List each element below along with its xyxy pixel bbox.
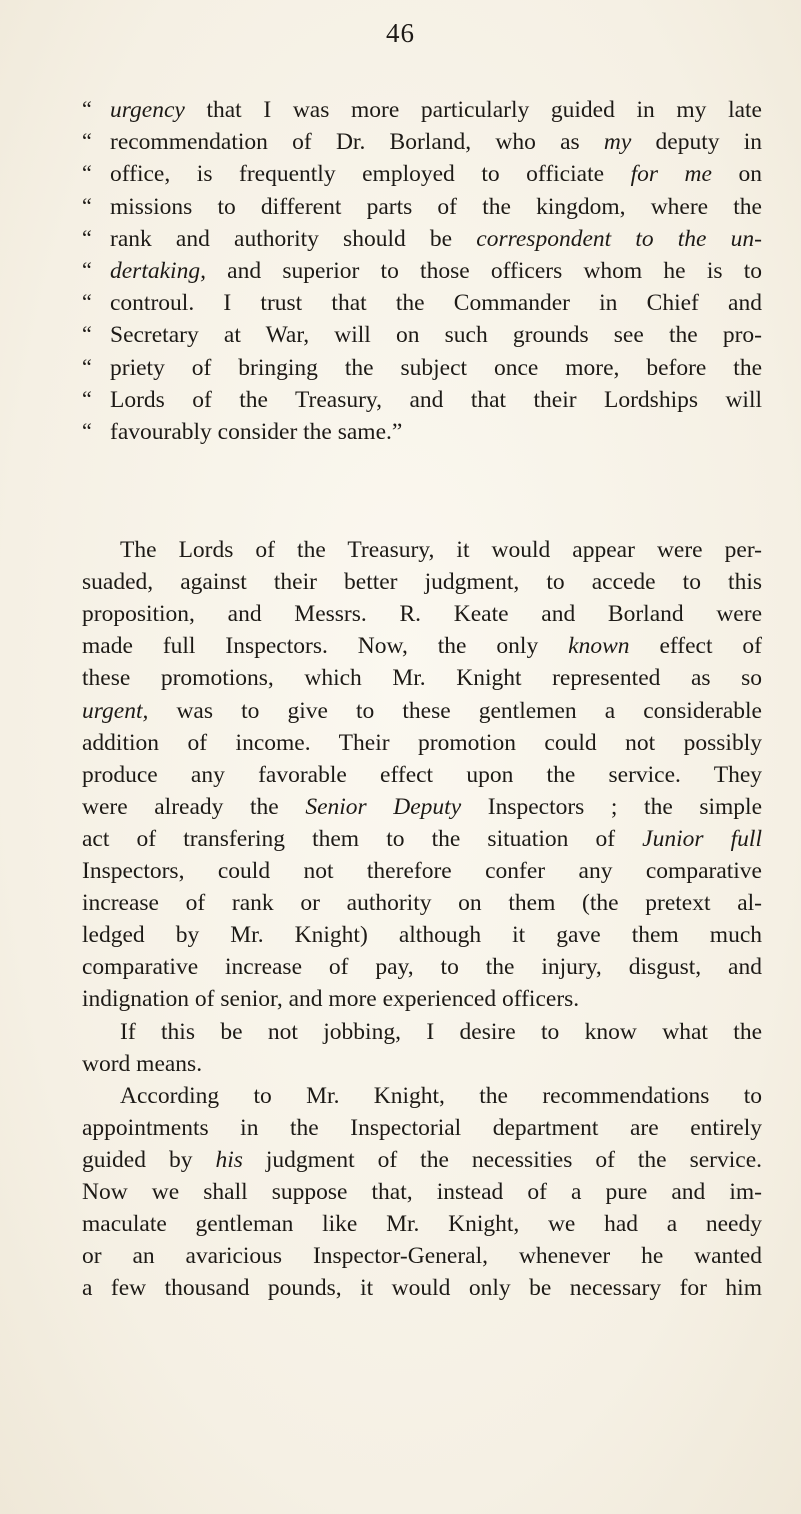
text-line: [82, 727, 762, 759]
text-line: [110, 191, 762, 223]
text-line: [110, 94, 762, 126]
text-run: ledged by Mr. Knight) although it gave them much: [82, 922, 762, 949]
italic-text: my: [603, 129, 632, 156]
italic-text: urgent,: [82, 697, 149, 724]
text-line: [82, 791, 762, 823]
text-line: [110, 416, 762, 448]
quotation-mark: “: [82, 385, 92, 411]
text-line: [82, 855, 762, 887]
text-run: If this be not jobbing, I desire to know what the: [120, 1018, 762, 1045]
text-run: judgment of the necessities of the service.: [242, 1146, 763, 1173]
text-line: [82, 630, 762, 662]
text-run: Lords of the Treasury, and that their Lordships will: [110, 386, 762, 413]
text-line: [120, 1080, 762, 1112]
text-run: comparative increase of pay, to the injury, disgust, and: [82, 954, 762, 981]
text-line: [82, 1048, 762, 1080]
text-run: increase of rank or authority on them (the pretext al-: [82, 890, 762, 917]
text-run: appointments in the Inspectorial department are entirely: [82, 1114, 762, 1141]
page-number: 46: [386, 18, 415, 48]
text-line: [82, 983, 762, 1015]
text-line: [110, 384, 762, 416]
text-run: guided by: [82, 1146, 216, 1173]
text-run: a few thousand pounds, it would only be necessary for him: [82, 1275, 762, 1302]
quotation-mark: “: [82, 321, 92, 347]
text-line: [82, 598, 762, 630]
text-run: Secretary at War, will on such grounds see the pro-: [110, 322, 762, 349]
text-line: [82, 951, 762, 983]
italic-text: urgency: [110, 97, 185, 123]
text-line: [82, 662, 762, 694]
text-line: [110, 255, 762, 287]
quotation-mark: “: [82, 224, 92, 250]
text-run: word means.: [82, 1050, 203, 1077]
italic-text: Senior Deputy: [305, 793, 462, 820]
text-line: [82, 1176, 762, 1208]
quotation-mark: “: [82, 289, 92, 315]
quotation-mark: “: [82, 257, 92, 282]
text-run: Now we shall suppose that, instead of a pure and im-: [82, 1179, 762, 1205]
text-run: Inspectors, could not therefore confer any comparative: [82, 858, 762, 884]
italic-text: his: [215, 1146, 243, 1173]
text-run: favourably consider the same.”: [110, 419, 403, 445]
text-run: rank and authority should be: [110, 225, 477, 252]
text-line: [82, 1208, 762, 1240]
text-line: [82, 887, 762, 919]
text-line: [110, 158, 762, 190]
text-line: [82, 1144, 762, 1176]
text-run: or an avaricious Inspector-General, whenever he wanted: [82, 1243, 762, 1270]
text-line: [110, 352, 762, 384]
text-line: [120, 534, 762, 566]
text-line: [110, 287, 762, 319]
text-run: was to give to these gentlemen a considerable: [148, 697, 762, 724]
text-line: [82, 1112, 762, 1144]
text-line: [110, 223, 762, 255]
text-line: [82, 759, 762, 791]
text-run: produce any favorable effect upon the service. They: [82, 761, 762, 788]
quotation-mark: “: [82, 418, 92, 443]
text-run: made full Inspectors. Now, the only: [82, 633, 569, 660]
text-run: act of transfering them to the situation of: [82, 825, 643, 852]
quotation-mark: “: [82, 192, 92, 218]
text-run: Inspectors ; the simple: [461, 793, 763, 820]
italic-text: known: [568, 633, 630, 660]
text-run: were already the: [82, 793, 306, 820]
text-line: [110, 319, 762, 351]
quotation-mark: “: [82, 353, 92, 379]
quotation-mark: “: [82, 96, 92, 121]
text-run: on: [711, 161, 762, 188]
text-run: deputy in: [631, 129, 762, 156]
text-line: [82, 1272, 762, 1304]
text-run: effect of: [629, 633, 762, 660]
text-run: missions to different parts of the kingdom, where the: [110, 193, 762, 220]
quotation-mark: “: [82, 128, 92, 154]
text-run: According to Mr. Knight, the recommendations to: [120, 1082, 762, 1109]
text-line: [120, 1016, 762, 1048]
text-run: addition of income. Their promotion could not possibly: [82, 729, 762, 756]
text-run: recommendation of Dr. Borland, who as: [110, 129, 604, 156]
text-run: The Lords of the Treasury, it would appear were per-: [120, 537, 762, 563]
italic-text: Junior full: [642, 825, 762, 852]
text-run: indignation of senior, and more experienced officers.: [82, 986, 580, 1013]
text-run: priety of bringing the subject once more, before the: [110, 354, 762, 381]
text-run: maculate gentleman like Mr. Knight, we had a needy: [82, 1211, 762, 1238]
text-line: [82, 566, 762, 598]
italic-text: for me: [630, 161, 712, 188]
text-run: suaded, against their better judgment, to accede to this: [82, 569, 762, 596]
italic-text: correspondent to the un-: [476, 225, 762, 252]
text-line: [82, 1240, 762, 1272]
text-line: [82, 823, 762, 855]
text-line: [82, 695, 762, 727]
text-line: [82, 919, 762, 951]
text-run: office, is frequently employed to officiate: [110, 161, 631, 188]
text-line: [110, 126, 762, 158]
italic-text: dertaking,: [110, 258, 206, 284]
text-run: and superior to those officers whom he is to: [205, 258, 762, 284]
quotation-mark: “: [82, 160, 92, 186]
text-run: that I was more particularly guided in my late: [184, 97, 762, 123]
text-run: proposition, and Messrs. R. Keate and Borland were: [82, 601, 762, 628]
text-run: controul. I trust that the Commander in Chief and: [110, 290, 762, 317]
text-run: these promotions, which Mr. Knight represented as so: [82, 665, 762, 692]
